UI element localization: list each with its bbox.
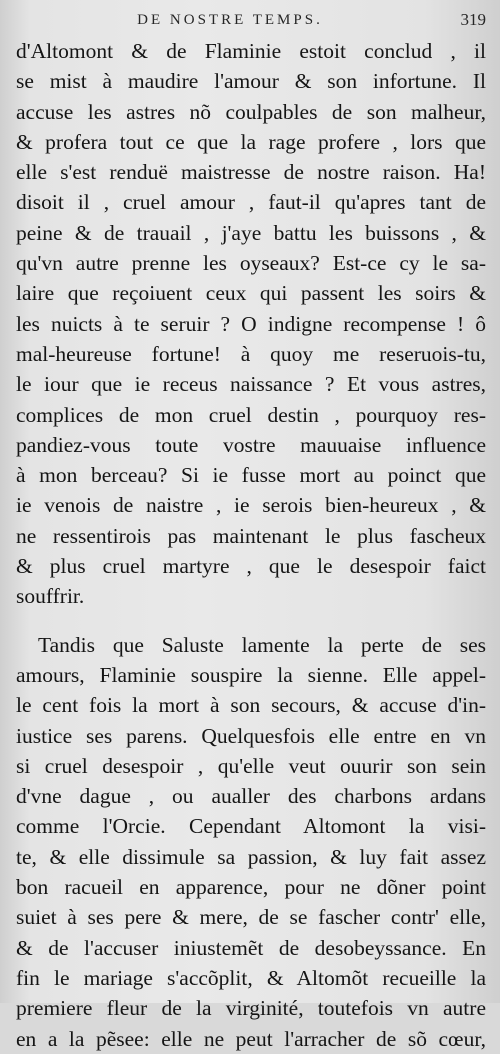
paragraph-spacer [16, 612, 486, 630]
paragraph-1 [16, 36, 486, 612]
text-line: en a la pẽsee: elle ne peut l'arracher de sõ cœur, [16, 1026, 486, 1051]
text-line: qu'vn autre prenne les oyseaux? Est-ce cy le sa- [16, 251, 486, 276]
text-line: ie venois de naistre , ie serois bien-heureux , & [16, 493, 486, 518]
text-line: laire que reçoiuent ceux qui passent les soirs & [16, 281, 486, 306]
page-number: 319 [460, 10, 486, 29]
text-line: les nuicts à te seruir ? O indigne recompense ! ô [16, 311, 486, 336]
text-line: souffrir. [16, 584, 85, 609]
text-line: iustice ses parens. Quelquesfois elle entre en vn [16, 723, 486, 748]
text-line: elle s'est renduë maistresse de nostre raison. Ha! [16, 160, 486, 185]
text-line: peine & de trauail , j'aye battu les buissons , & [16, 220, 486, 245]
text-line: le cent fois la mort à son secours, & accuse d'in- [16, 693, 486, 718]
text-line: fin le mariage s'accõplit, & Altomõt recueille la [16, 965, 486, 990]
text-line: se mist à maudire l'amour & son infortune. Il [16, 69, 486, 94]
text-line: suiet à ses pere & mere, de se fascher contr' elle, [16, 905, 486, 930]
running-head: DE NOSTRE TEMPS. [137, 12, 323, 28]
text-line: Tandis que Saluste lamente la perte de ses [38, 632, 486, 657]
text-line: mal-heureuse fortune! à quoy me reseruois-tu, [16, 341, 486, 366]
text-line: d'Altomont & de Flaminie estoit conclud , il [16, 39, 486, 63]
text-line: & profera tout ce que la rage profere , lors que [16, 129, 486, 154]
text-line: si cruel desespoir , qu'elle veut ouurir son sein [16, 753, 486, 778]
paragraph-2 [16, 630, 486, 1054]
text-line: & de l'accuser iniustemẽt de desobeyssance. En [16, 935, 486, 960]
text-line: pandiez-vous toute vostre mauuaise influence [16, 432, 486, 457]
text-line: ne ressentirois pas maintenant le plus fascheux [16, 523, 486, 548]
text-line: le iour que ie receus naissance ? Et vous astres, [16, 372, 486, 397]
text-line: amours, Flaminie souspire la sienne. Elle appel- [16, 662, 486, 687]
text-line: & plus cruel martyre , que le desespoir faict [16, 554, 486, 579]
text-line: accuse les astres nõ coulpables de son malheur, [16, 99, 486, 124]
text-line: premiere fleur de la virginité, toutefois vn autre [16, 996, 486, 1021]
body-text [16, 36, 486, 1054]
text-line: te, & elle dissimule sa passion, & luy fait assez [16, 844, 486, 869]
text-line: disoit il , cruel amour , faut-il qu'apres tant de [16, 190, 486, 215]
text-line: bon racueil en apparence, pour ne dõner point [16, 875, 486, 900]
text-line: comme l'Orcie. Cependant Altomont la visi- [16, 814, 486, 839]
text-line: complices de mon cruel destin , pourquoy res- [16, 402, 486, 427]
text-line: à mon berceau? Si ie fusse mort au poinct que [16, 463, 486, 488]
text-line: d'vne dague , ou aualler des charbons ardans [16, 784, 486, 809]
